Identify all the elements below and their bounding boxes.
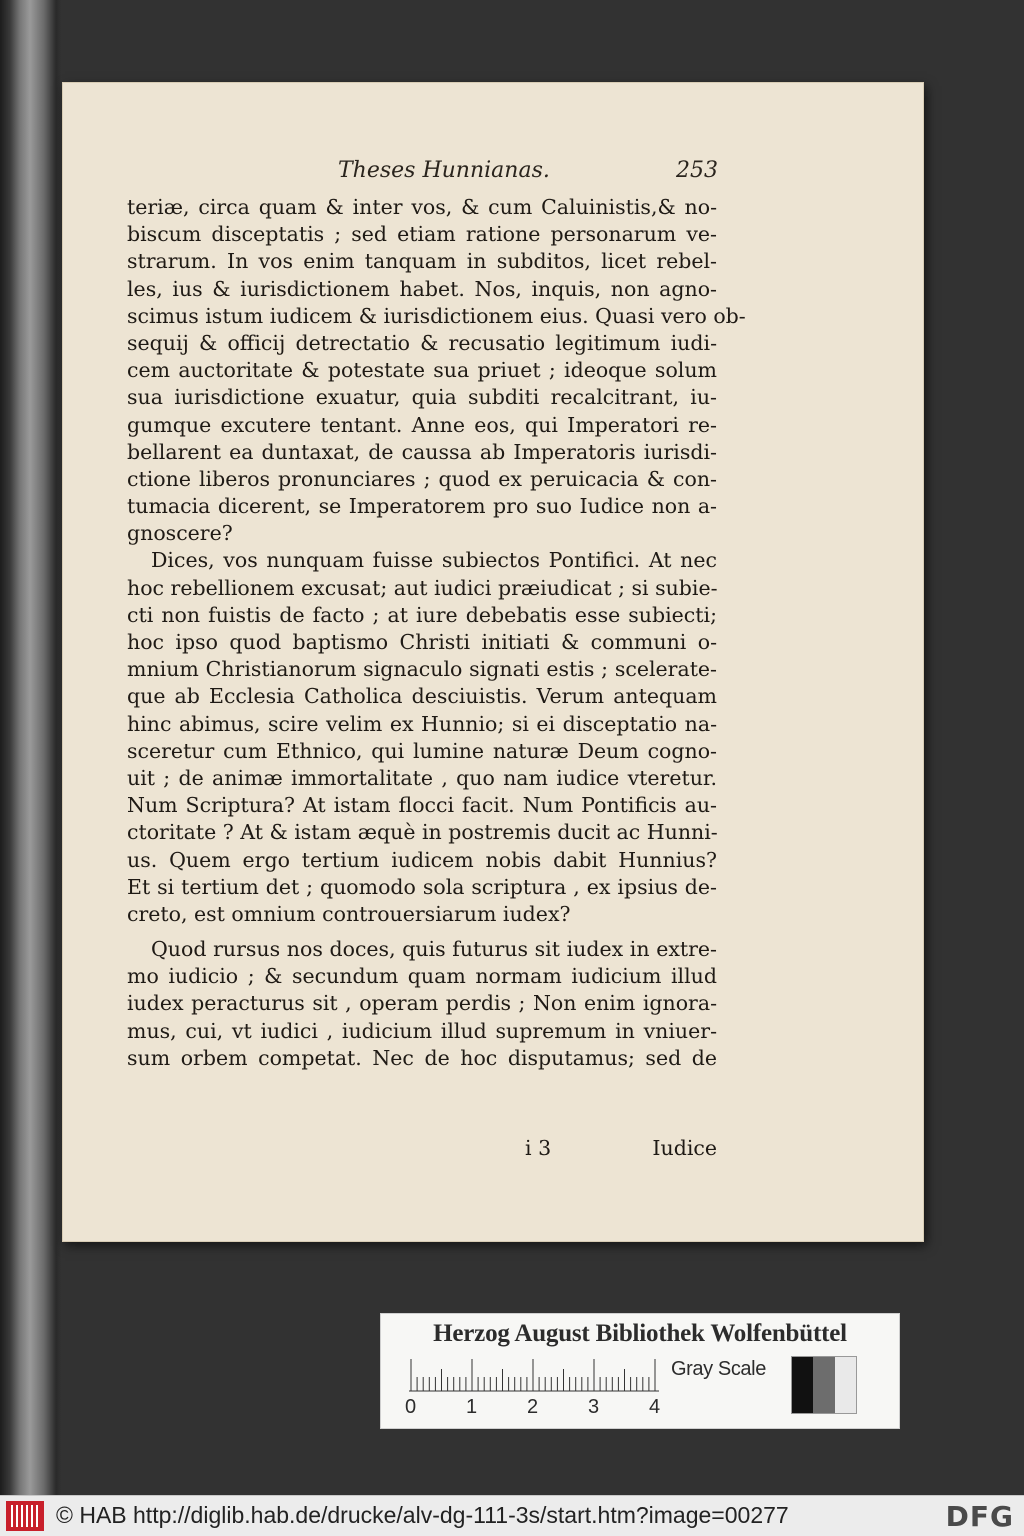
- text-line: hinc abimus, scire velim ex Hunnio; si ei disceptatio na-: [127, 711, 717, 736]
- text-line: scimus istum iudicem & iurisdictionem eius. Quasi vero ob-: [127, 303, 746, 328]
- page-footer: [127, 1136, 717, 1164]
- text-line: gumque excutere tentant. Anne eos, qui Imperatori re-: [127, 412, 717, 437]
- hab-logo-icon: [6, 1501, 44, 1531]
- text-line: strarum. In vos enim tanquam in subditos, licet rebel-: [127, 249, 717, 274]
- text-line: mus, cui, vt iudici , iudicium illud supremum in vniuer-: [127, 1018, 717, 1043]
- scale-number: 1: [466, 1396, 478, 1418]
- text-line: sceretur cum Ethnico, qui lumine naturæ Deum cogno-: [127, 738, 717, 763]
- gray-swatch: [813, 1357, 834, 1413]
- text-line: que ab Ecclesia Catholica desciuistis. Verum antequam: [127, 684, 717, 709]
- text-line: mnium Christianorum signaculo signati estis ; scelerate-: [127, 657, 717, 682]
- scale-number: 2: [527, 1396, 539, 1418]
- text-line: gnoscere?: [127, 521, 233, 546]
- book-spine-edge: [0, 0, 62, 1495]
- text-line: les, ius & iurisdictionem habet. Nos, inquis, non agno-: [127, 276, 717, 301]
- gray-scale-label: Gray Scale: [671, 1358, 766, 1380]
- text-line: tumacia dicerent, se Imperatorem pro suo Iudice non a-: [127, 494, 717, 519]
- catchword: Iudice: [652, 1136, 717, 1160]
- text-line: sum orbem competat. Nec de hoc disputamus; sed de: [127, 1045, 717, 1070]
- text-line: sequij & officij detrectatio & recusatio legitimum iudi-: [127, 330, 717, 355]
- text-line: uit ; de animæ immortalitate , quo nam iudice vteretur.: [127, 765, 717, 790]
- gray-swatch: [835, 1357, 856, 1413]
- running-title: Theses Hunnianas.: [338, 158, 550, 183]
- text-line: cem auctoritate & potestate sua priuet ; ideoque solum: [127, 358, 717, 383]
- text-line: ctione liberos pronunciares ; quod ex peruicacia & con-: [127, 466, 717, 491]
- text-line: biscum disceptatis ; sed etiam ratione personarum ve-: [127, 222, 717, 247]
- body-text: [127, 194, 746, 1072]
- text-line: hoc rebellionem excusat; aut iudici præiudicat ; si subie-: [127, 575, 718, 600]
- text-line: Quod rursus nos doces, quis futurus sit iudex in extre-: [151, 937, 717, 962]
- text-line: ctoritate ? At & istam æquè in postremis ducit ac Hunni-: [127, 820, 718, 845]
- paragraph-gap: [127, 928, 717, 936]
- text-line: iudex peracturus sit , operam perdis ; Non enim ignora-: [127, 991, 717, 1016]
- library-name: Herzog August Bibliothek Wolfenbüttel: [433, 1320, 847, 1347]
- text-line: cti non fuistis de facto ; at iure debebatis esse subiecti;: [127, 602, 717, 627]
- dfg-logo: DFG: [945, 1500, 1014, 1533]
- copyright-url[interactable]: © HAB http://diglib.hab.de/drucke/alv-dg-111-3s/start.htm?image=00277: [56, 1502, 789, 1528]
- running-head: [338, 158, 718, 192]
- text-line: Et si tertium det ; quomodo sola scriptura , ex ipsius de-: [127, 874, 717, 899]
- text-line: Num Scriptura? At istam flocci facit. Num Pontificis au-: [127, 793, 717, 818]
- text-line: sua iurisdictione exuatur, quia subditi recalcitrant, iu-: [127, 385, 717, 410]
- scale-number: 0: [405, 1396, 417, 1418]
- ruler-scale: [409, 1358, 659, 1392]
- scale-number: 4: [649, 1396, 661, 1418]
- gray-swatch: [792, 1357, 813, 1413]
- text-line: Dices, vos nunquam fuisse subiectos Pontifici. At nec: [151, 548, 717, 573]
- scale-number: 3: [588, 1396, 600, 1418]
- text-line: mo iudicio ; & secundum quam normam iudicium illud: [127, 964, 717, 989]
- color-reference-card: [380, 1313, 900, 1429]
- status-bar: [0, 1495, 1024, 1536]
- page-number: 253: [676, 158, 718, 183]
- text-line: bellarent ea duntaxat, de caussa ab Imperatoris iurisdi-: [127, 439, 717, 464]
- text-line: hoc ipso quod baptismo Christi initiati & communi o-: [127, 630, 717, 654]
- text-line: us. Quem ergo tertium iudicem nobis dabit Hunnius?: [127, 847, 717, 872]
- text-line: teriæ, circa quam & inter vos, & cum Caluinistis,& no-: [127, 195, 717, 219]
- signature-mark: i 3: [525, 1136, 552, 1160]
- gray-scale-swatches: [791, 1356, 857, 1414]
- text-line: creto, est omnium controuersiarum iudex?: [127, 901, 571, 926]
